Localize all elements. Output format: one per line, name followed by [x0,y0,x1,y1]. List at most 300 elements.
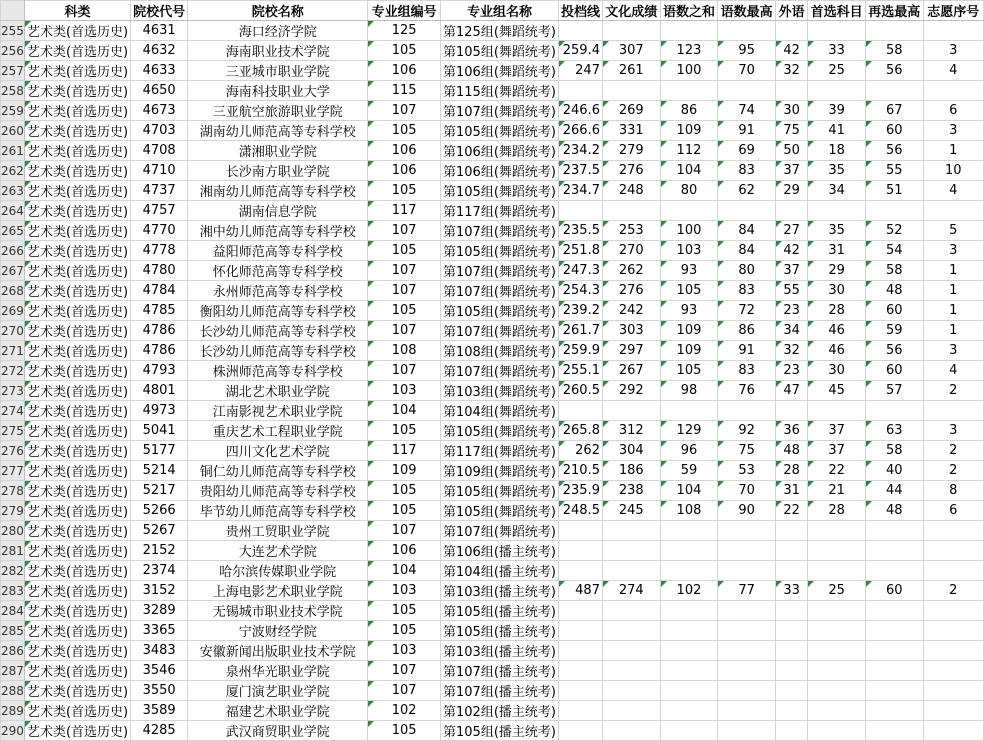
table-cell[interactable] [923,81,983,101]
table-cell[interactable]: 267 [602,361,660,381]
table-cell[interactable]: 40 [865,461,923,481]
row-number[interactable]: 259 [1,101,25,121]
table-cell[interactable]: 186 [602,461,660,481]
table-cell[interactable]: 永州师范高等专科学校 [188,281,368,301]
table-cell[interactable]: 艺术类(首选历史) [24,181,130,201]
table-cell[interactable] [718,661,776,681]
table-cell[interactable]: 58 [865,41,923,61]
table-cell[interactable]: 83 [718,281,776,301]
table-cell[interactable]: 260.5 [558,381,602,401]
table-cell[interactable]: 109 [660,121,718,141]
table-cell[interactable] [602,601,660,621]
table-cell[interactable] [808,21,866,41]
table-cell[interactable] [660,401,718,421]
table-cell[interactable]: 4770 [131,221,188,241]
table-cell[interactable]: 262 [558,441,602,461]
table-cell[interactable]: 239.2 [558,301,602,321]
table-cell[interactable]: 76 [718,381,776,401]
table-cell[interactable]: 70 [718,481,776,501]
table-cell[interactable]: 117 [368,441,441,461]
table-cell[interactable]: 276 [602,281,660,301]
table-cell[interactable]: 109 [660,321,718,341]
table-cell[interactable]: 106 [368,161,441,181]
table-cell[interactable]: 28 [808,501,866,521]
table-cell[interactable]: 237.5 [558,161,602,181]
table-cell[interactable]: 60 [865,581,923,601]
table-cell[interactable]: 4633 [131,61,188,81]
table-cell[interactable]: 69 [718,141,776,161]
table-cell[interactable]: 第105组(舞蹈统考) [441,481,559,501]
table-cell[interactable] [808,561,866,581]
table-cell[interactable]: 259.9 [558,341,602,361]
table-cell[interactable]: 109 [660,341,718,361]
table-cell[interactable] [558,681,602,701]
table-cell[interactable]: 铜仁幼儿师范高等专科学校 [188,461,368,481]
table-cell[interactable]: 长沙幼儿师范高等专科学校 [188,341,368,361]
table-cell[interactable]: 3546 [131,661,188,681]
table-cell[interactable]: 93 [660,261,718,281]
table-cell[interactable] [602,701,660,721]
table-cell[interactable]: 303 [602,321,660,341]
table-cell[interactable]: 248 [602,181,660,201]
table-cell[interactable]: 8 [923,481,983,501]
table-cell[interactable]: 33 [775,581,807,601]
table-cell[interactable]: 艺术类(首选历史) [24,281,130,301]
table-cell[interactable]: 105 [368,121,441,141]
table-cell[interactable]: 31 [808,241,866,261]
table-cell[interactable]: 海南科技职业大学 [188,81,368,101]
table-cell[interactable]: 3 [923,41,983,61]
table-cell[interactable] [865,701,923,721]
table-cell[interactable]: 235.9 [558,481,602,501]
table-cell[interactable] [602,661,660,681]
table-cell[interactable] [558,21,602,41]
table-cell[interactable]: 31 [775,481,807,501]
table-cell[interactable]: 25 [808,581,866,601]
table-cell[interactable]: 6 [923,101,983,121]
table-cell[interactable]: 艺术类(首选历史) [24,161,130,181]
table-cell[interactable]: 105 [368,721,441,741]
table-cell[interactable]: 83 [718,161,776,181]
table-cell[interactable]: 107 [368,361,441,381]
table-cell[interactable]: 261 [602,61,660,81]
table-cell[interactable] [660,701,718,721]
table-cell[interactable] [865,561,923,581]
table-cell[interactable]: 第105组(舞蹈统考) [441,121,559,141]
table-cell[interactable]: 22 [808,461,866,481]
table-cell[interactable]: 潇湘职业学院 [188,141,368,161]
table-cell[interactable]: 4650 [131,81,188,101]
table-cell[interactable] [718,201,776,221]
table-cell[interactable]: 107 [368,321,441,341]
table-cell[interactable] [775,201,807,221]
table-cell[interactable] [923,21,983,41]
table-cell[interactable]: 海南职业技术学院 [188,41,368,61]
table-cell[interactable]: 第106组(舞蹈统考) [441,141,559,161]
table-cell[interactable]: 32 [775,61,807,81]
table-cell[interactable]: 70 [718,61,776,81]
table-cell[interactable]: 123 [660,41,718,61]
table-cell[interactable]: 艺术类(首选历史) [24,381,130,401]
table-cell[interactable]: 59 [660,461,718,481]
table-cell[interactable] [923,681,983,701]
table-cell[interactable]: 331 [602,121,660,141]
table-cell[interactable]: 48 [865,501,923,521]
table-cell[interactable] [660,201,718,221]
table-cell[interactable]: 274 [602,581,660,601]
table-cell[interactable]: 47 [775,381,807,401]
row-number[interactable]: 277 [1,461,25,481]
table-cell[interactable]: 三亚城市职业学院 [188,61,368,81]
table-cell[interactable]: 487 [558,581,602,601]
column-header[interactable]: 专业组名称 [441,1,559,21]
table-cell[interactable]: 117 [368,201,441,221]
table-cell[interactable] [865,681,923,701]
table-cell[interactable] [718,81,776,101]
table-cell[interactable]: 234.7 [558,181,602,201]
table-cell[interactable]: 4973 [131,401,188,421]
column-header[interactable]: 专业组编号 [368,1,441,21]
table-cell[interactable]: 第105组(舞蹈统考) [441,181,559,201]
table-cell[interactable]: 25 [808,61,866,81]
table-cell[interactable]: 四川文化艺术学院 [188,441,368,461]
table-cell[interactable]: 艺术类(首选历史) [24,341,130,361]
table-cell[interactable]: 3 [923,421,983,441]
table-cell[interactable]: 厦门演艺职业学院 [188,681,368,701]
table-cell[interactable] [808,541,866,561]
table-cell[interactable]: 74 [718,101,776,121]
table-cell[interactable]: 第107组(舞蹈统考) [441,281,559,301]
row-number[interactable]: 281 [1,541,25,561]
table-cell[interactable]: 37 [808,421,866,441]
table-cell[interactable]: 艺术类(首选历史) [24,521,130,541]
table-cell[interactable]: 251.8 [558,241,602,261]
row-number[interactable]: 290 [1,721,25,741]
table-cell[interactable]: 37 [775,261,807,281]
table-cell[interactable] [923,401,983,421]
table-cell[interactable]: 107 [368,221,441,241]
table-cell[interactable] [558,561,602,581]
table-cell[interactable]: 84 [718,221,776,241]
row-number[interactable]: 288 [1,681,25,701]
table-cell[interactable]: 湖北艺术职业学院 [188,381,368,401]
table-cell[interactable]: 32 [775,341,807,361]
table-cell[interactable]: 253 [602,221,660,241]
table-cell[interactable]: 95 [718,41,776,61]
row-number[interactable]: 268 [1,281,25,301]
table-cell[interactable]: 4708 [131,141,188,161]
table-cell[interactable]: 宁波财经学院 [188,621,368,641]
row-number[interactable]: 272 [1,361,25,381]
table-cell[interactable]: 第105组(舞蹈统考) [441,301,559,321]
table-cell[interactable]: 无锡城市职业技术学院 [188,601,368,621]
table-cell[interactable]: 33 [808,41,866,61]
table-cell[interactable]: 4632 [131,41,188,61]
table-cell[interactable]: 第106组(舞蹈统考) [441,161,559,181]
table-cell[interactable]: 80 [660,181,718,201]
table-cell[interactable]: 艺术类(首选历史) [24,261,130,281]
table-cell[interactable]: 4710 [131,161,188,181]
table-cell[interactable]: 艺术类(首选历史) [24,541,130,561]
table-cell[interactable]: 50 [775,141,807,161]
table-cell[interactable]: 96 [660,441,718,461]
table-cell[interactable]: 105 [368,181,441,201]
row-number[interactable]: 283 [1,581,25,601]
table-cell[interactable]: 2 [923,461,983,481]
table-cell[interactable] [602,541,660,561]
table-cell[interactable]: 42 [775,41,807,61]
table-cell[interactable]: 艺术类(首选历史) [24,301,130,321]
table-cell[interactable]: 246.6 [558,101,602,121]
table-cell[interactable]: 4703 [131,121,188,141]
table-cell[interactable]: 63 [865,421,923,441]
table-cell[interactable] [865,521,923,541]
table-cell[interactable]: 衡阳幼儿师范高等专科学校 [188,301,368,321]
table-cell[interactable]: 毕节幼儿师范高等专科学校 [188,501,368,521]
table-cell[interactable] [808,701,866,721]
table-cell[interactable]: 59 [865,321,923,341]
table-cell[interactable] [602,621,660,641]
table-cell[interactable]: 86 [660,101,718,121]
table-cell[interactable]: 270 [602,241,660,261]
table-cell[interactable]: 艺术类(首选历史) [24,601,130,621]
table-cell[interactable] [808,521,866,541]
table-cell[interactable] [558,201,602,221]
table-cell[interactable]: 湖南幼儿师范高等专科学校 [188,121,368,141]
table-cell[interactable]: 56 [865,341,923,361]
table-cell[interactable]: 1 [923,321,983,341]
table-cell[interactable]: 艺术类(首选历史) [24,121,130,141]
table-cell[interactable]: 100 [660,221,718,241]
row-number[interactable]: 287 [1,661,25,681]
table-cell[interactable]: 259.4 [558,41,602,61]
table-cell[interactable]: 第107组(舞蹈统考) [441,221,559,241]
table-cell[interactable]: 304 [602,441,660,461]
table-cell[interactable] [602,721,660,741]
table-cell[interactable]: 怀化师范高等专科学校 [188,261,368,281]
table-cell[interactable]: 第106组(播主统考) [441,541,559,561]
table-cell[interactable] [558,701,602,721]
table-cell[interactable] [558,401,602,421]
table-cell[interactable]: 第107组(舞蹈统考) [441,521,559,541]
table-cell[interactable]: 261.7 [558,321,602,341]
table-cell[interactable] [602,561,660,581]
table-cell[interactable] [660,641,718,661]
table-cell[interactable] [923,621,983,641]
table-cell[interactable]: 艺术类(首选历史) [24,321,130,341]
table-cell[interactable]: 90 [718,501,776,521]
table-cell[interactable]: 103 [368,381,441,401]
table-cell[interactable]: 长沙南方职业学院 [188,161,368,181]
table-cell[interactable] [775,521,807,541]
table-cell[interactable] [923,201,983,221]
row-number[interactable]: 271 [1,341,25,361]
table-cell[interactable]: 91 [718,121,776,141]
table-cell[interactable]: 第105组(播主统考) [441,601,559,621]
table-cell[interactable]: 武汉商贸职业学院 [188,721,368,741]
table-cell[interactable]: 105 [368,241,441,261]
row-number[interactable]: 289 [1,701,25,721]
table-cell[interactable]: 4801 [131,381,188,401]
row-number[interactable]: 269 [1,301,25,321]
table-cell[interactable]: 104 [368,401,441,421]
table-cell[interactable]: 29 [808,261,866,281]
table-cell[interactable]: 51 [865,181,923,201]
table-cell[interactable]: 105 [368,621,441,641]
table-cell[interactable]: 艺术类(首选历史) [24,141,130,161]
row-number[interactable]: 255 [1,21,25,41]
table-cell[interactable] [865,621,923,641]
table-cell[interactable]: 第105组(舞蹈统考) [441,41,559,61]
table-cell[interactable]: 3 [923,241,983,261]
row-number[interactable]: 282 [1,561,25,581]
table-cell[interactable] [775,541,807,561]
row-number[interactable]: 267 [1,261,25,281]
table-cell[interactable] [718,401,776,421]
table-cell[interactable]: 5177 [131,441,188,461]
table-cell[interactable]: 第107组(舞蹈统考) [441,101,559,121]
table-cell[interactable]: 30 [775,101,807,121]
table-cell[interactable]: 265.8 [558,421,602,441]
row-number[interactable]: 273 [1,381,25,401]
table-cell[interactable]: 第105组(播主统考) [441,621,559,641]
row-number[interactable]: 279 [1,501,25,521]
table-cell[interactable] [602,201,660,221]
table-cell[interactable] [718,21,776,41]
table-cell[interactable]: 35 [808,161,866,181]
table-cell[interactable] [923,561,983,581]
table-cell[interactable]: 60 [865,361,923,381]
table-cell[interactable]: 艺术类(首选历史) [24,221,130,241]
table-cell[interactable]: 60 [865,301,923,321]
table-cell[interactable]: 23 [775,301,807,321]
row-number[interactable]: 260 [1,121,25,141]
table-cell[interactable]: 第103组(舞蹈统考) [441,381,559,401]
table-cell[interactable]: 艺术类(首选历史) [24,561,130,581]
table-cell[interactable]: 4784 [131,281,188,301]
table-cell[interactable] [718,561,776,581]
row-number[interactable]: 275 [1,421,25,441]
table-cell[interactable]: 5214 [131,461,188,481]
table-cell[interactable]: 益阳师范高等专科学校 [188,241,368,261]
table-cell[interactable]: 2 [923,581,983,601]
row-number[interactable]: 276 [1,441,25,461]
table-cell[interactable]: 长沙幼儿师范高等专科学校 [188,321,368,341]
table-cell[interactable]: 贵阳幼儿师范高等专科学校 [188,481,368,501]
table-cell[interactable]: 103 [368,581,441,601]
table-cell[interactable] [718,701,776,721]
table-cell[interactable] [865,721,923,741]
table-cell[interactable]: 3589 [131,701,188,721]
table-cell[interactable] [602,521,660,541]
table-cell[interactable]: 247 [558,61,602,81]
table-cell[interactable]: 102 [660,581,718,601]
table-cell[interactable]: 艺术类(首选历史) [24,481,130,501]
table-cell[interactable] [718,601,776,621]
table-cell[interactable] [808,201,866,221]
table-cell[interactable]: 83 [718,361,776,381]
column-header[interactable]: 投档线 [558,1,602,21]
table-cell[interactable]: 第115组(舞蹈统考) [441,81,559,101]
row-number[interactable]: 257 [1,61,25,81]
row-number[interactable]: 278 [1,481,25,501]
table-cell[interactable]: 30 [808,281,866,301]
table-cell[interactable] [808,721,866,741]
table-cell[interactable]: 57 [865,381,923,401]
column-header[interactable]: 外语 [775,1,807,21]
table-cell[interactable] [808,641,866,661]
table-cell[interactable]: 艺术类(首选历史) [24,581,130,601]
table-cell[interactable]: 1 [923,141,983,161]
table-cell[interactable]: 103 [660,241,718,261]
table-cell[interactable]: 104 [660,161,718,181]
row-number[interactable]: 261 [1,141,25,161]
table-cell[interactable]: 129 [660,421,718,441]
table-cell[interactable] [660,721,718,741]
table-cell[interactable]: 108 [660,501,718,521]
table-cell[interactable]: 第106组(舞蹈统考) [441,61,559,81]
table-cell[interactable] [558,521,602,541]
table-cell[interactable] [775,561,807,581]
table-cell[interactable] [775,401,807,421]
table-cell[interactable]: 1 [923,261,983,281]
column-header[interactable]: 再选最高 [865,1,923,21]
table-cell[interactable] [718,521,776,541]
table-cell[interactable]: 245 [602,501,660,521]
row-number[interactable]: 258 [1,81,25,101]
table-cell[interactable]: 107 [368,681,441,701]
table-cell[interactable]: 4780 [131,261,188,281]
table-cell[interactable]: 105 [368,601,441,621]
table-cell[interactable]: 5041 [131,421,188,441]
table-cell[interactable] [775,81,807,101]
table-cell[interactable] [660,81,718,101]
row-number[interactable]: 263 [1,181,25,201]
table-cell[interactable]: 92 [718,421,776,441]
table-cell[interactable]: 84 [718,241,776,261]
column-header[interactable]: 院校名称 [188,1,368,21]
table-cell[interactable]: 37 [808,441,866,461]
table-cell[interactable] [808,81,866,101]
table-cell[interactable]: 艺术类(首选历史) [24,101,130,121]
table-cell[interactable]: 46 [808,321,866,341]
table-cell[interactable]: 艺术类(首选历史) [24,41,130,61]
table-cell[interactable]: 108 [368,341,441,361]
table-cell[interactable]: 105 [368,501,441,521]
table-cell[interactable]: 福建艺术职业学院 [188,701,368,721]
table-cell[interactable]: 109 [368,461,441,481]
table-cell[interactable]: 湘南幼儿师范高等专科学校 [188,181,368,201]
table-cell[interactable]: 105 [660,361,718,381]
table-cell[interactable]: 第104组(舞蹈统考) [441,401,559,421]
table-cell[interactable]: 18 [808,141,866,161]
table-cell[interactable]: 112 [660,141,718,161]
table-cell[interactable]: 104 [368,561,441,581]
table-cell[interactable]: 262 [602,261,660,281]
table-cell[interactable]: 106 [368,61,441,81]
table-cell[interactable]: 上海电影艺术职业学院 [188,581,368,601]
table-cell[interactable]: 艺术类(首选历史) [24,81,130,101]
table-cell[interactable]: 125 [368,21,441,41]
row-number[interactable]: 280 [1,521,25,541]
table-cell[interactable]: 第117组(舞蹈统考) [441,441,559,461]
table-cell[interactable] [865,601,923,621]
table-cell[interactable] [660,621,718,641]
table-cell[interactable]: 第109组(舞蹈统考) [441,461,559,481]
table-cell[interactable]: 艺术类(首选历史) [24,721,130,741]
table-cell[interactable]: 28 [808,301,866,321]
table-cell[interactable] [923,521,983,541]
